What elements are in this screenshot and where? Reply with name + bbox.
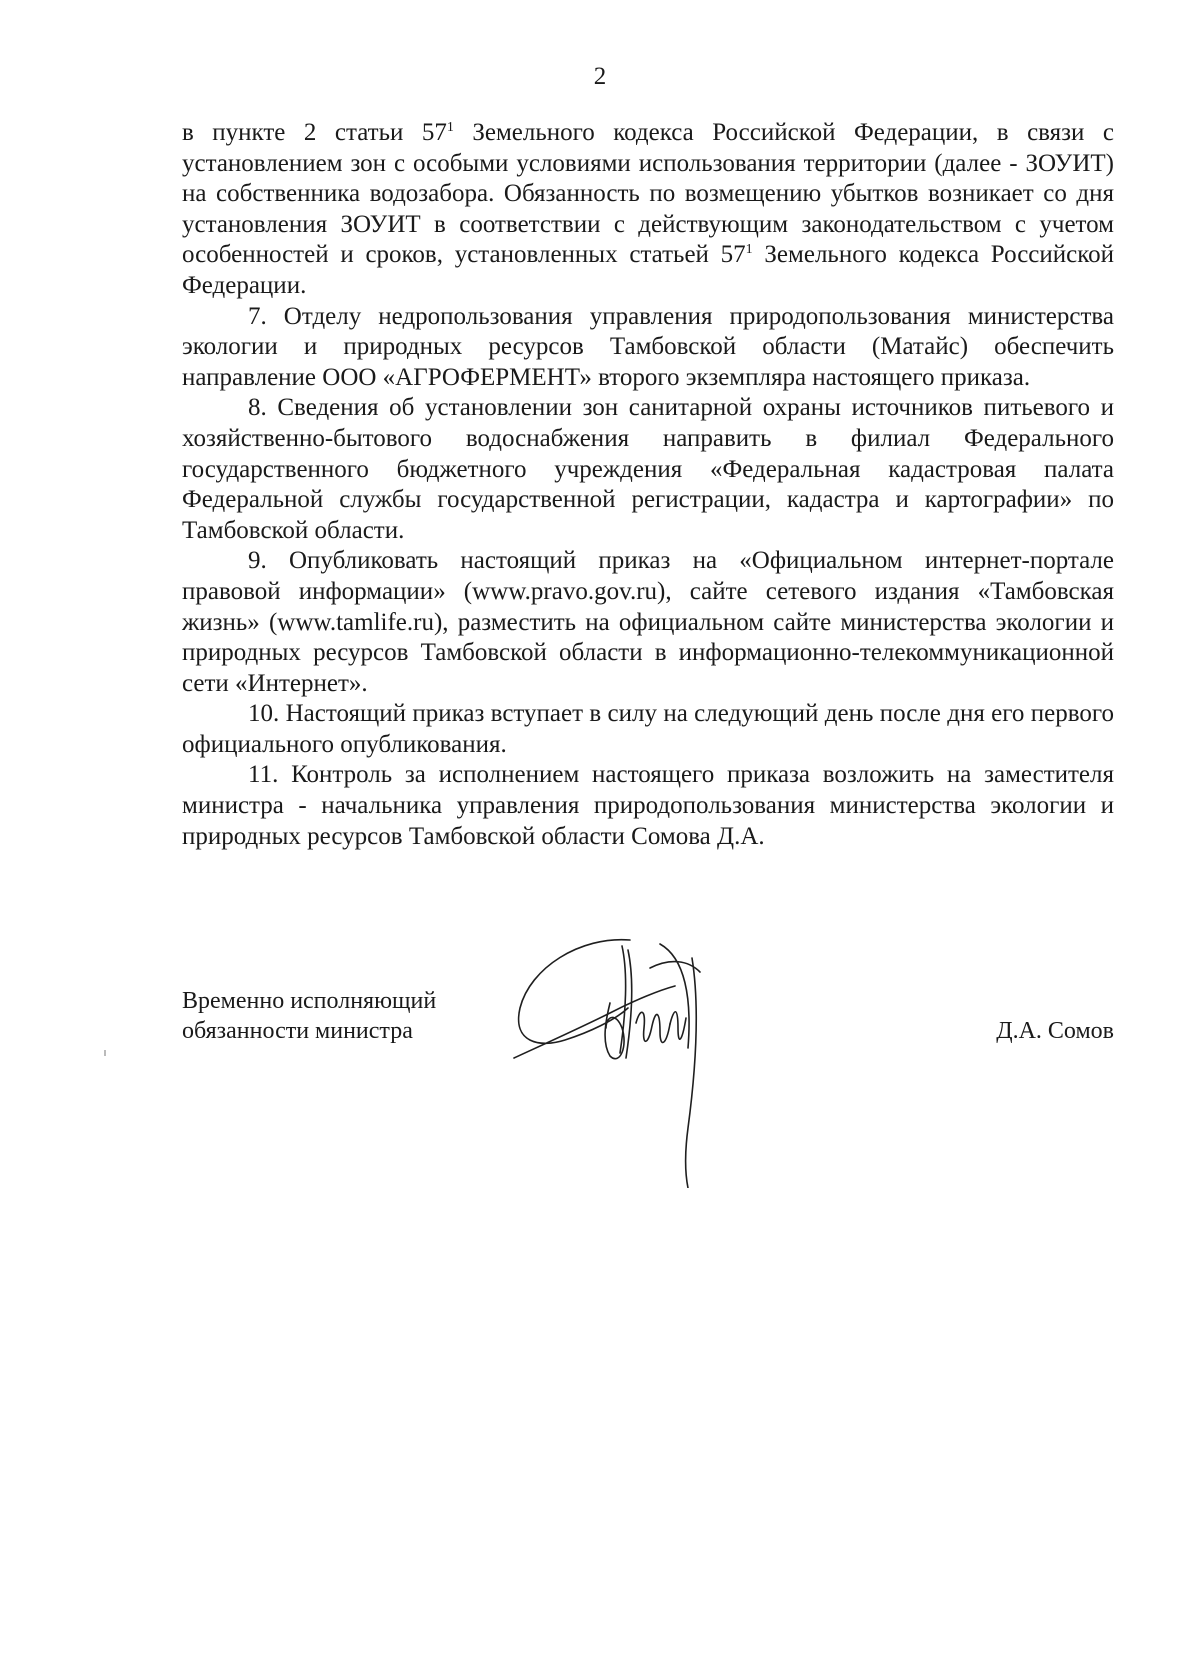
superscript-2: 1 bbox=[745, 242, 753, 258]
paragraph-item-8: 8. Сведения об установлении зон санитарной охраны источников питьевого и хозяйственно-бытового водоснабжения направить в филиал Федерального государственного бюджетного учреждения «Федеральная кадастровая палата Федеральной службы государственной регистрации, кадастра и картографии» по Тамбовской области. bbox=[182, 394, 1114, 544]
page-number: 2 bbox=[593, 63, 607, 90]
intro-text-part-3: Земельного кодекса Российской Федерации. bbox=[182, 241, 1115, 299]
signatory-title-line-1: Временно исполняющий bbox=[182, 988, 437, 1014]
paragraph-item-11: 11. Контроль за исполнением настоящего приказа возложить на заместителя министра - начальника управления природопользования министерства экологии и природных ресурсов Тамбовской области Сомова Д.А. bbox=[182, 761, 1114, 850]
paragraph-item-7: 7. Отделу недропользования управления природопользования министерства экологии и природных ресурсов Тамбовской области (Матайс) обеспечить направление ООО «АГРОФЕРМЕНТ» второго экземпляра настоящего приказа. bbox=[182, 302, 1114, 391]
signatory-title-line-2: обязанности министра bbox=[182, 1018, 413, 1044]
superscript-1: 1 bbox=[446, 120, 454, 135]
handwritten-signature bbox=[510, 928, 740, 1188]
paragraph-item-10: 10. Настоящий приказ вступает в силу на следующий день после дня его первого официального опубликования. bbox=[182, 700, 1114, 758]
signatory-name: Д.А. Сомов bbox=[996, 1018, 1114, 1044]
paragraph-item-9: 9. Опубликовать настоящий приказ на «Официальном интернет-портале правовой информации» (www.pravo.gov.ru), сайте сетевого издания «Тамбовская жизнь» (www.tamlife.ru), разместить на официальном сайте министерства экологии и природных ресурсов Тамбовской области в информационно-телекоммуникационной сети «Интернет». bbox=[182, 547, 1114, 697]
intro-paragraph bbox=[182, 118, 1114, 302]
intro-text-part-1: в пункте 2 статьи 57 bbox=[182, 119, 447, 146]
document-body bbox=[182, 118, 1114, 852]
scan-mark bbox=[104, 1050, 106, 1056]
intro-text-part-2: Земельного кодекса Российской Федерации, в связи с установлением зон с особыми условиями использования территории (далее - ЗОУИТ) на собственника водозабора. Обязанность по возмещению убытков возникает со дня установления ЗОУИТ в соответствии с действующим законодательством с учетом особенностей и сроков, установленных статьей 57 bbox=[182, 119, 1114, 269]
signatory-title bbox=[182, 986, 436, 1046]
